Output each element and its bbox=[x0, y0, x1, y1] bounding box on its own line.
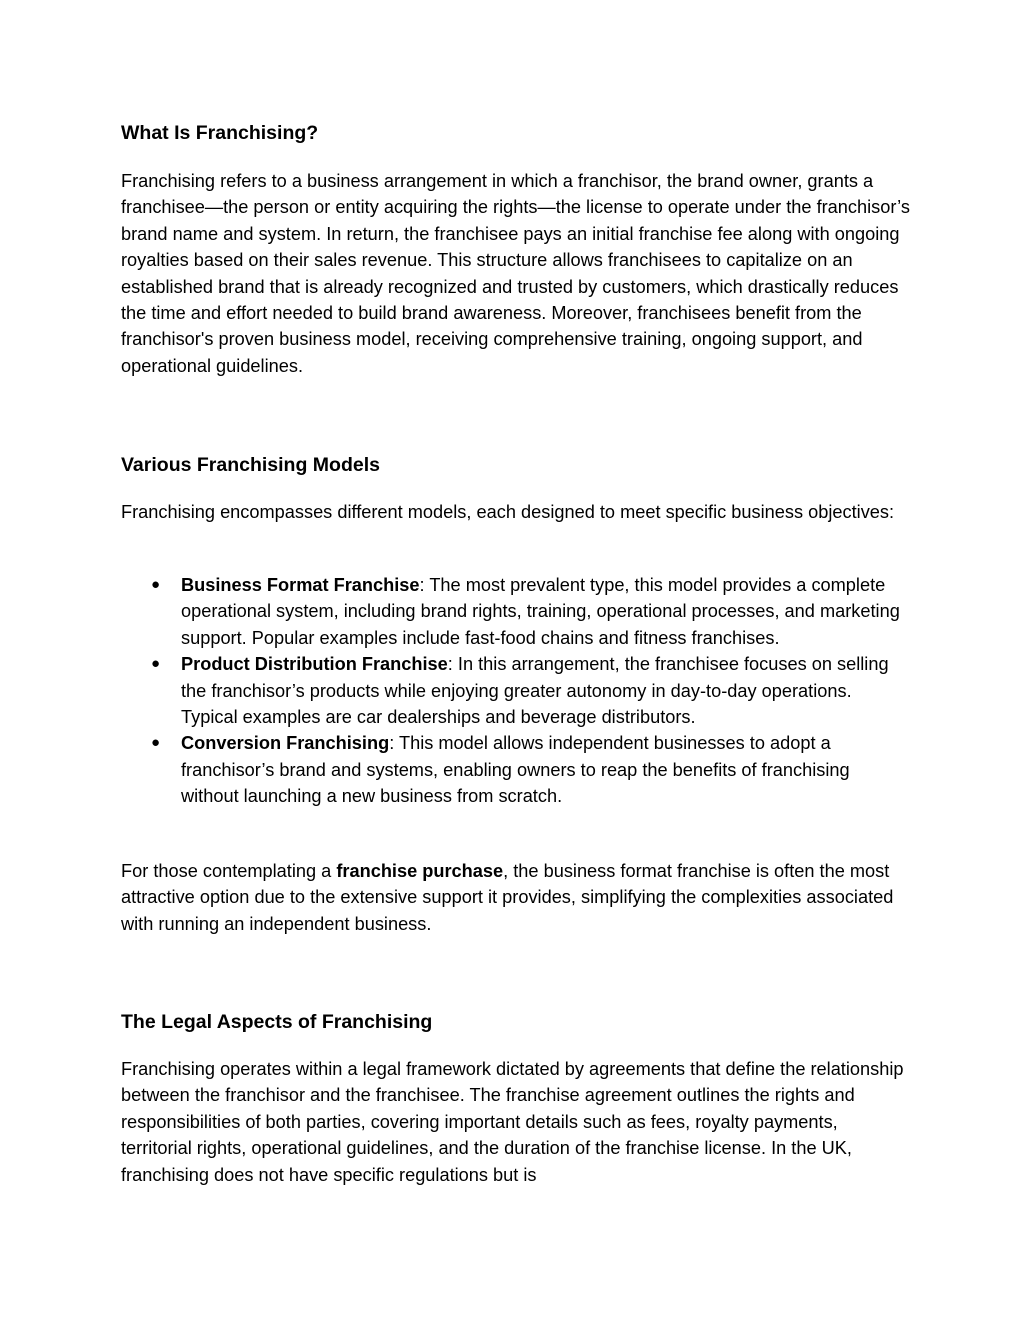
bullet-icon: ● bbox=[151, 655, 161, 673]
bullet-icon: ● bbox=[151, 576, 161, 593]
section-heading-what-is-franchising: What Is Franchising? bbox=[121, 122, 319, 144]
list-item-business-format bbox=[121, 572, 911, 651]
paragraph-models-intro: Franchising encompasses different models, each designed to meet specific business objectives: bbox=[121, 502, 895, 522]
section-heading-franchising-models: Various Franchising Models bbox=[121, 454, 380, 476]
paragraph-legal-aspects: Franchising operates within a legal framework dictated by agreements that define the relationship between the franchisor and the franchisee. The franchise agreement outlines the rights and responsibilities of both parties, covering important details such as fees, royalty payments, territorial rights, operational guidelines, and the duration of the franchise license. In the UK, franchising does not have specific regulations but is bbox=[121, 1059, 904, 1185]
list-item-text: : This model allows independent businesses to adopt a franchisor’s brand and systems, enabling owners to reap the benefits of franchising without launching a new business from scratch. bbox=[181, 733, 850, 807]
closing-suffix: , the business format franchise is often the most attractive option due to the extensive support it provides, simplifying the complexities associated with running an independent business. bbox=[121, 861, 894, 934]
list-item-text: : In this arrangement, the franchisee focuses on selling the franchisor’s products while enjoying greater autonomy in day-to-day operations. Typical examples are car dealerships and beverage distributors. bbox=[181, 654, 889, 728]
bullet-icon: ● bbox=[151, 734, 161, 752]
closing-bold-phrase: franchise purchase bbox=[336, 861, 504, 881]
list-item-product-distribution bbox=[121, 651, 911, 730]
list-item-conversion bbox=[121, 730, 911, 809]
list-item-term: Business Format Franchise bbox=[181, 575, 420, 595]
list-item-text: : The most prevalent type, this model provides a complete operational system, including brand rights, training, operational processes, and marketing support. Popular examples include fast-food chains and fitness franchises. bbox=[181, 575, 900, 648]
closing-prefix: For those contemplating a bbox=[121, 861, 337, 881]
list-item-term: Conversion Franchising bbox=[181, 733, 390, 754]
models-list bbox=[121, 572, 911, 810]
paragraph-what-is-franchising: Franchising refers to a business arrangement in which a franchisor, the brand owner, grants a franchisee—the person or entity acquiring the rights—the license to operate under the franchisor’s brand name and system. In return, the franchisee pays an initial franchise fee along with ongoing royalties based on their sales revenue. This structure allows franchisees to capitalize on an established brand that is already recognized and trusted by customers, which drastically reduces the time and effort needed to build brand awareness. Moreover, franchisees benefit from the franchisor's proven business model, receiving comprehensive training, ongoing support, and operational guidelines. bbox=[121, 171, 910, 376]
list-item-term: Product Distribution Franchise bbox=[181, 654, 448, 675]
section-heading-legal-aspects: The Legal Aspects of Franchising bbox=[121, 1011, 433, 1033]
paragraph-models-closing bbox=[121, 858, 911, 937]
